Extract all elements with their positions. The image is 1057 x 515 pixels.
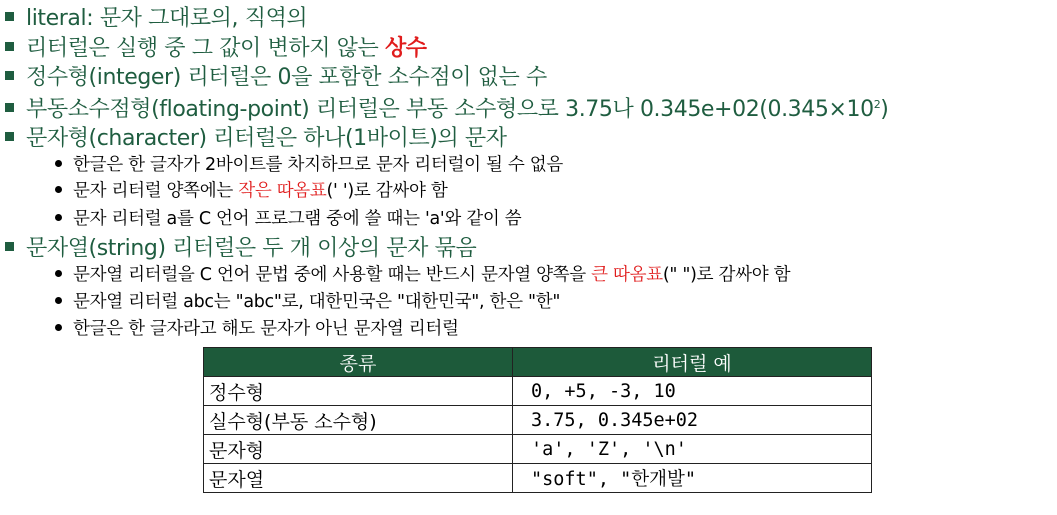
table-row [204,435,872,464]
highlighted-text: 작은 따옴표 [238,180,327,201]
highlighted-text: 2 [873,97,881,111]
table-row [204,464,872,493]
bullet-text [73,315,459,340]
text-segment: 한글은 한 글자라고 해도 문자가 아닌 문자열 리터럴 [73,318,459,339]
table-row [204,406,872,435]
round-bullet-icon [55,214,62,221]
bullet-text [73,205,521,230]
table-row [204,377,872,406]
table-header-type: 종류 [204,348,513,377]
bullet-text [73,151,563,176]
text-segment: (" ")로 감싸야 함 [662,264,791,285]
table-cell-example: "soft", "한개발" [513,464,872,493]
table-cell-example: 3.75, 0.345e+02 [513,406,872,435]
sub-bullet-item [0,260,790,286]
table-cell-type: 문자형 [204,435,513,464]
table-cell-type: 실수형(부동 소수형) [204,406,513,435]
bullet-text [73,261,790,286]
table-cell-type: 정수형 [204,377,513,406]
text-segment: 정수형(integer) 리터럴은 0을 포함한 소수점이 없는 수 [26,64,547,90]
bullet-item [0,58,547,92]
bullet-text [73,288,560,313]
table-header-example: 리터럴 예 [513,348,872,377]
round-bullet-icon [55,160,62,167]
round-bullet-icon [55,270,62,277]
text-segment: 문자열 리터럴 abc는 "abc"로, 대한민국은 "대한민국", 한은 "한" [73,291,561,312]
sub-bullet-item [0,204,521,230]
bullet-text [26,60,547,91]
text-segment: 한글은 한 글자가 2바이트를 차지하므로 문자 리터럴이 될 수 없음 [73,154,563,175]
square-bullet-icon [5,42,14,51]
highlighted-text: 상수 [384,35,427,61]
bullet-item [0,229,476,263]
table-cell-type: 문자열 [204,464,513,493]
sub-bullet-item [0,150,563,176]
text-segment: (' ')로 감싸야 함 [326,180,448,201]
table-cell-example: 0, +5, -3, 10 [513,377,872,406]
bullet-text [26,1,307,32]
bullet-text [26,31,427,62]
literal-table [203,347,872,493]
text-segment: 문자열 리터럴을 C 언어 문법 중에 사용할 때는 반드시 문자열 양쪽을 [73,264,592,285]
table-cell-example: 'a', 'Z', '\n' [513,435,872,464]
text-segment: 문자 리터럴 양쪽에는 [73,180,239,201]
text-segment: ) [880,96,889,122]
sub-bullet-item [0,287,560,313]
sub-bullet-item [0,314,459,340]
square-bullet-icon [5,103,14,112]
highlighted-text: 큰 따옴표 [591,264,663,285]
square-bullet-icon [5,242,14,251]
square-bullet-icon [5,132,14,141]
bullet-item [0,119,507,153]
round-bullet-icon [55,186,62,193]
text-segment: 부동소수점형(floating-point) 리터럴은 부동 소수형으로 3.75나 0.345e+02(0.345×10 [26,96,874,122]
text-segment: 문자열(string) 리터럴은 두 개 이상의 문자 묶음 [26,235,477,261]
square-bullet-icon [5,71,14,80]
text-segment: literal: 문자 그대로의, 직역의 [26,5,308,31]
bullet-text [73,177,447,202]
table-header-row [204,348,872,377]
bullet-text [26,231,476,262]
round-bullet-icon [55,324,62,331]
sub-bullet-item [0,176,447,202]
text-segment: 리터럴은 실행 중 그 값이 변하지 않는 [26,35,385,61]
bullet-text [26,121,507,152]
bullet-text [26,92,888,123]
round-bullet-icon [55,297,62,304]
text-segment: 문자형(character) 리터럴은 하나(1바이트)의 문자 [26,125,507,151]
square-bullet-icon [5,12,14,21]
text-segment: 문자 리터럴 a를 C 언어 프로그램 중에 쓸 때는 'a'와 같이 씀 [73,208,522,229]
